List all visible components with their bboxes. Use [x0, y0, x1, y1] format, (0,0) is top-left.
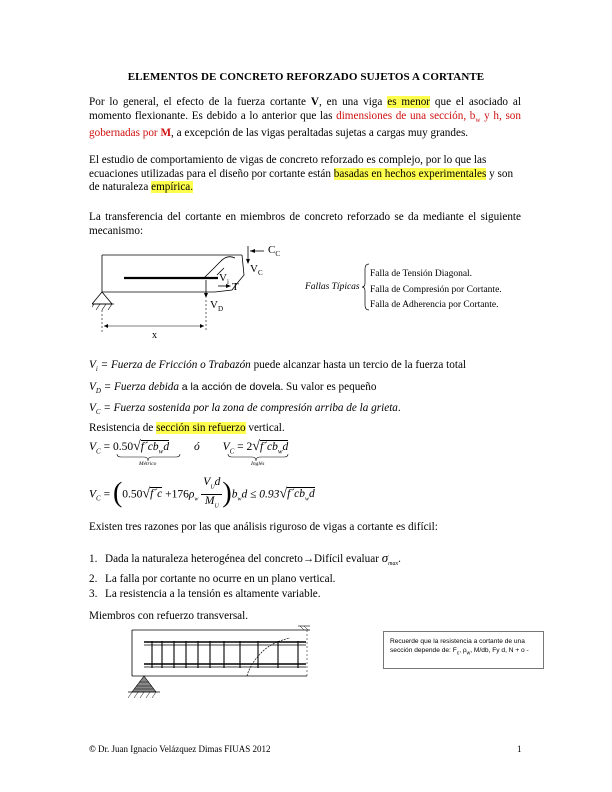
list-item: 1. Dada la naturaleza heterogénea del concreto→Difícil evaluar $\sigma_{max}$. — [89, 550, 401, 568]
label-vi: $V_i$ — [219, 272, 229, 286]
razones-list — [89, 550, 529, 602]
equation-vc-basic: $V_C$ = $0.50√f´cb_wd$ ó $V_C$ = $2√f´cb_wd$ — [89, 439, 289, 456]
footer-credit: © Dr. Juan Ignacio Velázquez Dimas FIUAS 2012 — [89, 744, 271, 754]
label-ingles: Inglés — [251, 461, 265, 467]
label-t: T — [232, 281, 239, 293]
label-x: x — [152, 330, 157, 341]
fallas-brace — [362, 263, 370, 311]
label-vc: $V_C$ — [250, 263, 263, 277]
fraction-vu-mu: $V_Ud$ $M_U$ — [203, 476, 221, 510]
falla-item: Falla de Compresión por Cortante. — [370, 284, 502, 295]
page-number: 1 — [517, 744, 522, 754]
razones-intro: Existen tres razones por las que análisis riguroso de vigas a cortante es difícil: — [89, 521, 438, 533]
stirrups-diagram — [122, 624, 322, 710]
def-vi: $V_i$ = Fuerza de Fricción o Trabazón puede alcanzar hasta un tercio de la fuerza total — [89, 359, 467, 374]
list-item: 3. La resistencia a la tensión es altamente variable. — [89, 588, 321, 601]
falla-item: Falla de Adherencia por Cortante. — [370, 300, 499, 310]
shear-mechanism-diagram — [92, 240, 302, 345]
paragraph-estudio: El estudio de comportamiento de vigas de concreto reforzado es complejo, por lo que las ecuaciones utilizadas para el diseño por cortante están basadas en hechos experimentales y son de naturaleza empírica. — [89, 154, 514, 194]
note-box: Recuerde que la resistencia a cortante de una sección depende de: $F_c$, $\rho_w$, M/db, Fy d, N + o - — [383, 631, 544, 669]
resistencia-heading: Resistencia de sección sin refuerzo vertical. — [89, 422, 285, 434]
definitions — [89, 357, 521, 422]
label-metrico: Métrico — [139, 461, 157, 467]
label-cc: $C_C$ — [268, 244, 281, 258]
label-vd: $V_D$ — [210, 299, 224, 313]
paragraph-transferencia: La transferencia del cortante en miembros de concreto reforzado se da mediante el siguiente mecanismo: — [89, 211, 521, 237]
red-text-dimensiones: dimensiones de una sección, $b_w$ y h, son gobernadas por M — [89, 109, 521, 140]
highlight-basadas: basadas en hechos experimentales — [333, 167, 487, 180]
copyright-icon: © — [89, 744, 96, 754]
list-item: 2. La falla por cortante no ocurre en un plano vertical. — [89, 573, 336, 586]
paragraph-intro: Por lo general, el efecto de la fuerza cortante V, en una viga es menor que el asociado al momento flexionante. Es debido a lo anterior que las dimensiones de una sección, $b_w$ y h, son gobernadas por M, a excepción de las vigas peraltadas sujetas a cargas muy grandes. — [89, 96, 521, 140]
miembros-heading: Miembros con refuerzo transversal. — [89, 610, 249, 622]
fallas-list — [370, 267, 502, 314]
highlight-es-menor: es menor — [387, 96, 431, 108]
equation-vc-detailed: $V_C$ = (0.50√f´c $+176\rho_w$ $V_Ud$ $M_U$ )$b_wd$ ≤ $0.93√f´cb_wd$ — [89, 476, 315, 515]
fallas-label: Fallas Típicas — [305, 282, 360, 292]
highlight-empirica: empírica. — [151, 181, 194, 194]
def-vc: $V_C$ = Fuerza sostenida por la zona de compresión arriba de la grieta. — [89, 402, 401, 417]
falla-item: Falla de Tensión Diagonal. — [370, 269, 473, 279]
def-vd: $V_D$ = Fuerza debida a la acción de dovela. Su valor es pequeño — [89, 380, 377, 395]
page-title: ELEMENTOS DE CONCRETO REFORZADO SUJETOS A CORTANTE — [127, 71, 485, 83]
highlight-seccion: sección sin refuerzo — [156, 422, 246, 434]
